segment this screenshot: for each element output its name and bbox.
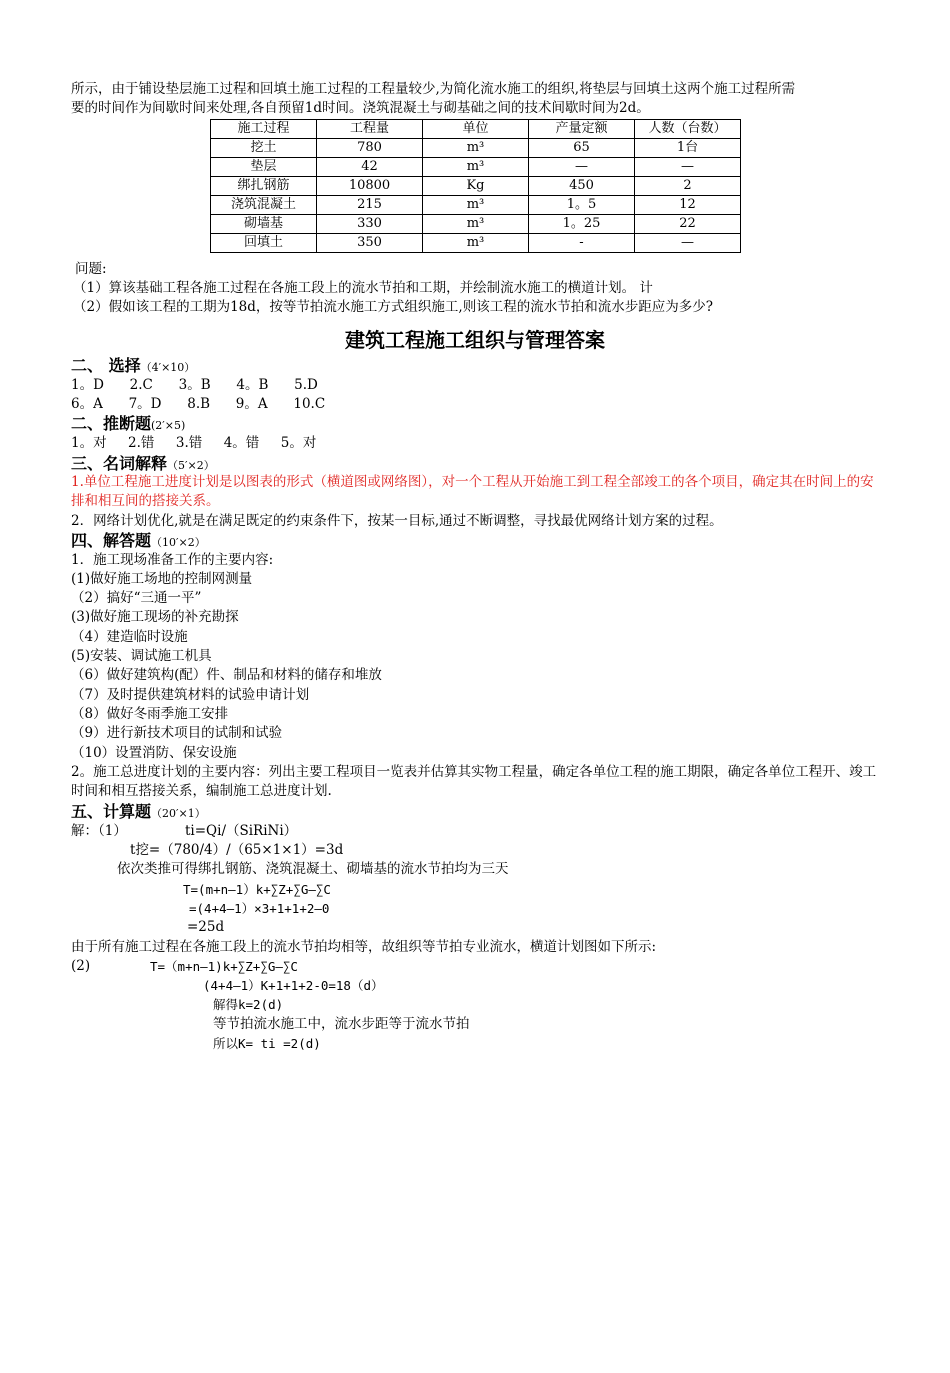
section-score: （20′×1） [151,807,206,820]
section-heading: 二、 选择 [71,356,141,375]
table-header-row [211,120,741,139]
table-cell: 10800 [317,177,423,196]
section-judge-heading [71,414,185,435]
calc-line: T=(m+n—1）k+∑Z+∑G—∑C [183,882,331,897]
question-1: （1）算该基础工程各施工过程在各施工段上的流水节拍和工期，并绘制流水施工的横道计划。 计 [73,280,653,296]
table-cell: 2 [635,177,741,196]
term-definition-1: 1.单位工程施工进度计划是以图表的形式（横道图或网络图），对一个工程从开始施工到工程全部竣工的各个项目，确定其在时间上的安排和相互间的搭接关系。 [71,474,874,509]
list-item: （6）做好建筑构(配）件、制品和材料的储存和堆放 [71,667,382,683]
judge-answers: 1。对 2.错 3.错 4。错 5。对 [71,435,317,451]
intro-line-2: 要的时间作为间歇时间来处理,各自预留1d时间。浇筑混凝土与砌基础之间的技术间歇时间为2d。 [71,100,650,116]
calc-line: 等节拍流水施工中，流水步距等于流水节拍 [213,1016,470,1032]
section-heading: 五、计算题 [71,802,152,821]
table-cell: 65 [529,139,635,158]
section-terms-heading [71,454,215,475]
table-row [211,177,741,196]
list-item: （4）建造临时设施 [71,629,188,645]
table-cell: 浇筑混凝土 [211,196,317,215]
list-item: (3)做好施工现场的补充勘探 [71,609,239,625]
calc-line: 解得k=2(d) [213,997,284,1012]
table-row [211,234,741,253]
list-item: （7）及时提供建筑材料的试验申请计划 [71,687,310,703]
qa-intro: 1．施工现场准备工作的主要内容: [71,552,274,568]
table-header: 人数（台数） [635,120,741,139]
table-cell: 砌墙基 [211,215,317,234]
calc-line: 依次类推可得绑扎钢筋、浇筑混凝土、砌墙基的流水节拍均为三天 [117,861,509,877]
section-heading: 四、解答题 [71,531,152,550]
questions-label: 问题: [75,261,107,277]
table-cell: m³ [423,234,529,253]
table-cell: — [635,158,741,177]
table-header: 工程量 [317,120,423,139]
table-cell: 215 [317,196,423,215]
section-heading: 二、推断题 [71,414,152,433]
table-cell: 垫层 [211,158,317,177]
table-cell: m³ [423,158,529,177]
table-cell: 450 [529,177,635,196]
table-cell: - [529,234,635,253]
term-definition-2: 2．网络计划优化,就是在满足既定的约束条件下，按某一目标,通过不断调整，寻找最优网络计划方案的过程。 [71,513,723,529]
section-score: （10′×2） [151,536,206,549]
section-score: （4′×10） [140,361,196,374]
table-cell: 350 [317,234,423,253]
table-cell: — [529,158,635,177]
section-qa-heading [71,531,206,552]
table-cell: 22 [635,215,741,234]
table-cell: — [635,234,741,253]
question-2: （2）假如该工程的工期为18d，按等节拍流水施工方式组织施工,则该工程的流水节拍和流水步距应为多少? [73,299,713,315]
section-choice-heading [71,356,195,377]
table-cell: 绑扎钢筋 [211,177,317,196]
choice-answers-1: 1。D 2.C 3。B 4。B 5.D [71,377,318,393]
page-title: 建筑工程施工组织与管理答案 [345,328,605,352]
list-item: （9）进行新技术项目的试制和试验 [71,725,283,741]
table-cell: Kg [423,177,529,196]
table-row [211,158,741,177]
table-row [211,215,741,234]
table-cell: 330 [317,215,423,234]
table-cell: 1。5 [529,196,635,215]
calc-line: (4+4—1）K+1+1+2-0=18（d） [203,978,384,993]
calc-line: =(4+4—1）×3+1+1+2—0 [189,901,330,916]
table-cell: 780 [317,139,423,158]
section-score: （5′×2） [167,459,215,472]
calc-line: T=（m+n—1)k+∑Z+∑G—∑C [150,959,298,974]
section-heading: 三、名词解释 [71,454,168,473]
qa-answer-2: 2。施工总进度计划的主要内容：列出主要工程项目一览表并估算其实物工程量，确定各单位工程的施工期限，确定各单位工程开、竣工时间和相互搭接关系，编制施工总进度计划. [71,764,877,799]
table-cell: 42 [317,158,423,177]
calc-line: t挖=（780/4）/（65×1×1）=3d [130,842,344,858]
data-table [210,119,741,253]
table-header: 施工过程 [211,120,317,139]
solution-label: 解：（1） [71,823,127,839]
calc-line: 所以K= ti =2(d) [213,1036,321,1051]
list-item: (5)安装、调试施工机具 [71,648,212,664]
list-item: (1)做好施工场地的控制网测量 [71,571,253,587]
table-cell: 回填土 [211,234,317,253]
choice-answers-2: 6。A 7。D 8.B 9。A 10.C [71,396,326,412]
table-cell: m³ [423,139,529,158]
calc-conclusion: 由于所有施工过程在各施工段上的流水节拍均相等，故组织等节拍专业流水，横道计划图如下所示: [71,939,657,955]
table-cell: m³ [423,196,529,215]
table-header: 产量定额 [529,120,635,139]
calc-line: =25d [187,919,225,935]
table-row [211,196,741,215]
section-score: (2′×5) [151,419,186,432]
intro-line-1: 所示，由于铺设垫层施工过程和回填土施工过程的工程量较少,为简化流水施工的组织,将垫层与回填土这两个施工过程所需 [71,81,796,97]
list-item: （10）设置消防、保安设施 [71,745,237,761]
table-cell: 挖土 [211,139,317,158]
table-header: 单位 [423,120,529,139]
table-cell: m³ [423,215,529,234]
formula: ti=Qi/（SiRiNi） [185,823,298,839]
section-calc-heading [71,802,206,823]
part-2-label: (2) [71,958,91,974]
list-item: （8）做好冬雨季施工安排 [71,706,229,722]
table-cell: 1台 [635,139,741,158]
table-row [211,139,741,158]
list-item: （2）搞好“三通一平” [71,590,202,606]
table-cell: 12 [635,196,741,215]
table-cell: 1。25 [529,215,635,234]
